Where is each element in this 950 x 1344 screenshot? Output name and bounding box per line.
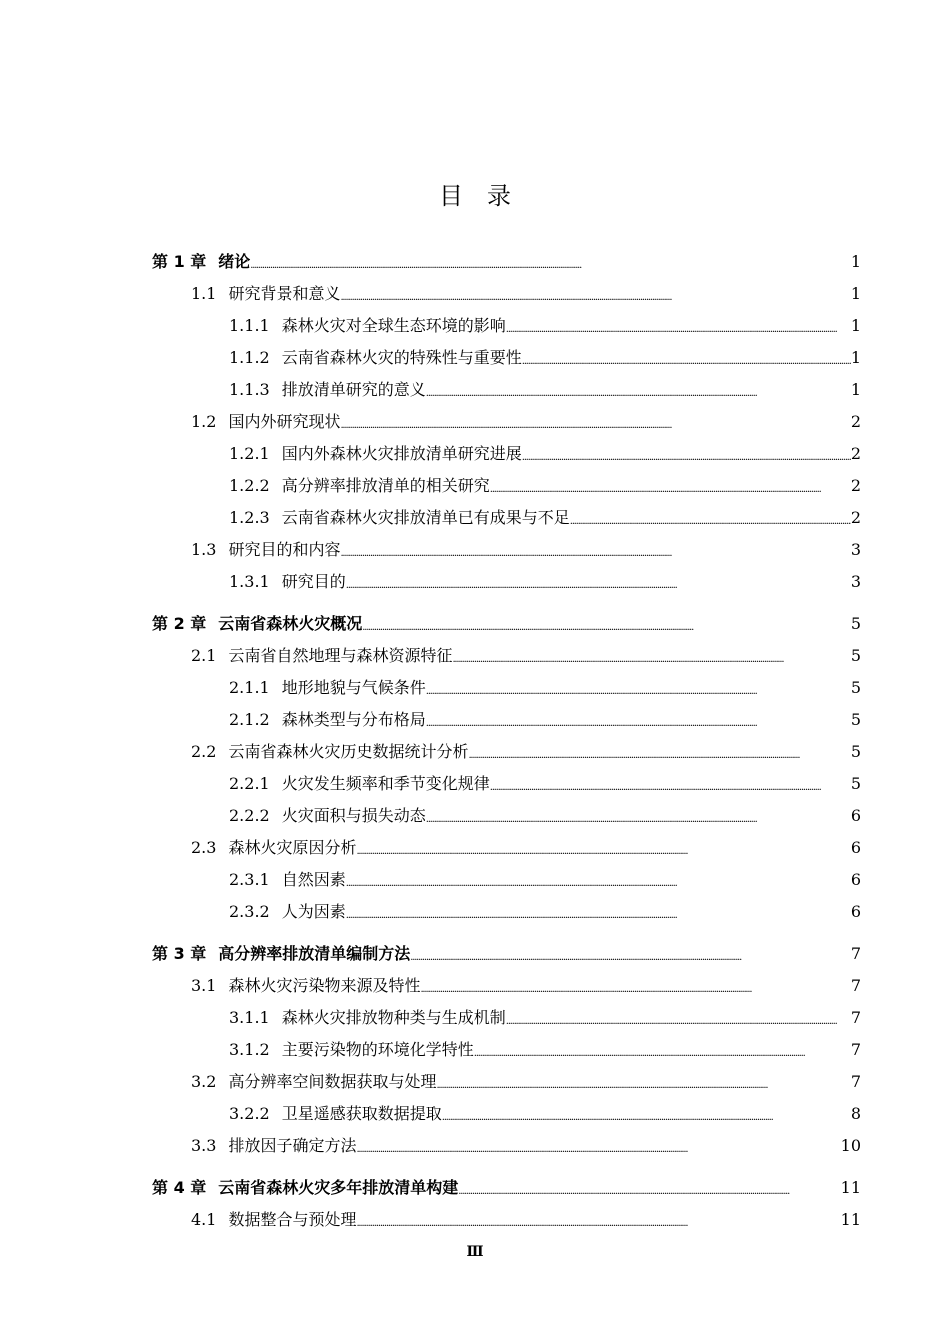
table-of-contents bbox=[152, 246, 861, 1236]
toc-subsection-entry[interactable] bbox=[152, 800, 861, 832]
toc-section-entry[interactable] bbox=[152, 406, 861, 438]
toc-dot-leader bbox=[570, 502, 851, 534]
toc-entry-label bbox=[191, 278, 340, 310]
page-title: 目录 bbox=[439, 182, 535, 210]
toc-entry-label bbox=[229, 768, 490, 800]
toc-dot-leader bbox=[356, 1130, 840, 1162]
toc-dot-leader bbox=[490, 470, 851, 502]
toc-subsection-entry[interactable] bbox=[152, 704, 861, 736]
toc-section-entry[interactable] bbox=[152, 278, 861, 310]
toc-entry-number: 2.3 bbox=[191, 838, 217, 857]
toc-entry-page: 6 bbox=[850, 902, 861, 921]
toc-entry-title: 森林火灾排放物种类与生成机制 bbox=[281, 1008, 506, 1027]
toc-entry-label bbox=[229, 864, 346, 896]
toc-subsection-entry[interactable] bbox=[152, 768, 861, 800]
toc-entry-title: 人为因素 bbox=[281, 902, 346, 921]
toc-entry-title: 排放因子确定方法 bbox=[228, 1136, 357, 1155]
toc-entry-number: 2.2.1 bbox=[229, 774, 270, 793]
page-number-footer: Ⅲ bbox=[466, 1244, 484, 1260]
toc-entry-label bbox=[229, 342, 522, 374]
toc-dot-leader bbox=[522, 438, 851, 470]
toc-subsection-entry[interactable] bbox=[152, 374, 861, 406]
toc-entry-page: 5 bbox=[850, 678, 861, 697]
toc-entry-page: 3 bbox=[850, 540, 861, 559]
toc-entry-number: 2.1 bbox=[191, 646, 217, 665]
toc-entry-number: 2.1.2 bbox=[229, 710, 270, 729]
toc-entry-label bbox=[191, 640, 452, 672]
toc-entry-page: 8 bbox=[850, 1104, 861, 1123]
toc-section-entry[interactable] bbox=[152, 1204, 861, 1236]
toc-subsection-entry[interactable] bbox=[152, 310, 861, 342]
toc-entry-number: 1.3.1 bbox=[229, 572, 270, 591]
toc-dot-leader bbox=[452, 640, 850, 672]
toc-dot-leader bbox=[458, 1172, 840, 1204]
toc-entry-title: 卫星遥感获取数据提取 bbox=[281, 1104, 442, 1123]
toc-entry-number: 4.1 bbox=[191, 1210, 217, 1229]
toc-subsection-entry[interactable] bbox=[152, 342, 861, 374]
toc-entry-page: 11 bbox=[840, 1210, 861, 1229]
toc-entry-number: 3.3 bbox=[191, 1136, 217, 1155]
toc-entry-title: 火灾发生频率和季节变化规律 bbox=[281, 774, 490, 793]
toc-entry-page: 5 bbox=[850, 614, 861, 633]
toc-entry-label bbox=[152, 1172, 458, 1204]
toc-entry-label bbox=[229, 704, 426, 736]
toc-entry-label bbox=[191, 832, 356, 864]
toc-entry-label bbox=[229, 800, 426, 832]
toc-entry-title: 高分辨率排放清单的相关研究 bbox=[281, 476, 490, 495]
toc-entry-page: 7 bbox=[850, 1072, 861, 1091]
toc-dot-leader bbox=[506, 1002, 851, 1034]
toc-entry-page: 6 bbox=[850, 838, 861, 857]
toc-entry-page: 5 bbox=[850, 774, 861, 793]
toc-entry-number: 1.2.1 bbox=[229, 444, 270, 463]
toc-entry-number: 3.1.2 bbox=[229, 1040, 270, 1059]
toc-entry-title: 国内外研究现状 bbox=[228, 412, 341, 431]
toc-dot-leader bbox=[250, 246, 851, 278]
toc-entry-number: 第 3 章 bbox=[152, 944, 207, 963]
toc-entry-page: 5 bbox=[850, 710, 861, 729]
toc-dot-leader bbox=[522, 342, 851, 374]
toc-section-entry[interactable] bbox=[152, 736, 861, 768]
toc-subsection-entry[interactable] bbox=[152, 438, 861, 470]
toc-dot-leader bbox=[474, 1034, 851, 1066]
toc-dot-leader bbox=[506, 310, 851, 342]
toc-entry-label bbox=[152, 608, 362, 640]
toc-entry-page: 2 bbox=[850, 508, 861, 527]
toc-entry-number: 2.1.1 bbox=[229, 678, 270, 697]
toc-entry-number: 1.1.1 bbox=[229, 316, 270, 335]
toc-entry-title: 国内外森林火灾排放清单研究进展 bbox=[281, 444, 522, 463]
toc-dot-leader bbox=[346, 896, 851, 928]
toc-entry-title: 自然因素 bbox=[281, 870, 346, 889]
toc-entry-page: 1 bbox=[850, 316, 861, 335]
toc-entry-title: 研究目的和内容 bbox=[228, 540, 341, 559]
toc-entry-label bbox=[229, 672, 426, 704]
toc-entry-page: 2 bbox=[850, 412, 861, 431]
toc-entry-title: 森林火灾原因分析 bbox=[228, 838, 357, 857]
toc-entry-number: 3.1 bbox=[191, 976, 217, 995]
toc-entry-number: 1.3 bbox=[191, 540, 217, 559]
toc-entry-title: 森林火灾污染物来源及特性 bbox=[228, 976, 421, 995]
toc-entry-number: 2.3.1 bbox=[229, 870, 270, 889]
toc-entry-page: 7 bbox=[850, 1008, 861, 1027]
toc-entry-label bbox=[229, 1034, 474, 1066]
toc-entry-number: 1.2 bbox=[191, 412, 217, 431]
toc-section-entry[interactable] bbox=[152, 534, 861, 566]
toc-entry-page: 1 bbox=[850, 348, 861, 367]
toc-dot-leader bbox=[490, 768, 851, 800]
toc-entry-number: 1.1 bbox=[191, 284, 217, 303]
toc-dot-leader bbox=[426, 672, 851, 704]
toc-entry-number: 3.2.2 bbox=[229, 1104, 270, 1123]
toc-dot-leader bbox=[420, 970, 850, 1002]
toc-subsection-entry[interactable] bbox=[152, 1002, 861, 1034]
toc-entry-label bbox=[191, 406, 340, 438]
toc-entry-label bbox=[152, 938, 410, 970]
toc-entry-page: 5 bbox=[850, 742, 861, 761]
toc-entry-title: 高分辨率排放清单编制方法 bbox=[218, 944, 411, 963]
toc-entry-page: 1 bbox=[850, 252, 861, 271]
toc-entry-page: 10 bbox=[840, 1136, 861, 1155]
toc-entry-title: 高分辨率空间数据获取与处理 bbox=[228, 1072, 437, 1091]
toc-entry-label bbox=[229, 896, 346, 928]
toc-entry-page: 7 bbox=[850, 1040, 861, 1059]
toc-entry-page: 5 bbox=[850, 646, 861, 665]
toc-entry-number: 1.2.3 bbox=[229, 508, 270, 527]
toc-section-entry[interactable] bbox=[152, 640, 861, 672]
toc-chapter-entry[interactable] bbox=[152, 246, 861, 278]
toc-entry-number: 3.1.1 bbox=[229, 1008, 270, 1027]
toc-entry-number: 第 4 章 bbox=[152, 1178, 207, 1197]
toc-entry-page: 3 bbox=[850, 572, 861, 591]
toc-entry-number: 3.2 bbox=[191, 1072, 217, 1091]
toc-entry-page: 1 bbox=[850, 284, 861, 303]
toc-entry-title: 排放清单研究的意义 bbox=[281, 380, 426, 399]
toc-entry-title: 森林类型与分布格局 bbox=[281, 710, 426, 729]
toc-chapter-entry[interactable] bbox=[152, 938, 861, 970]
toc-entry-label bbox=[229, 1098, 442, 1130]
toc-subsection-entry[interactable] bbox=[152, 1098, 861, 1130]
toc-entry-number: 第 2 章 bbox=[152, 614, 207, 633]
toc-dot-leader bbox=[410, 938, 851, 970]
toc-dot-leader bbox=[426, 704, 851, 736]
toc-entry-title: 云南省森林火灾概况 bbox=[218, 614, 363, 633]
toc-entry-number: 第 1 章 bbox=[152, 252, 207, 271]
toc-dot-leader bbox=[426, 800, 851, 832]
toc-entry-title: 研究目的 bbox=[281, 572, 346, 591]
toc-subsection-entry[interactable] bbox=[152, 1034, 861, 1066]
toc-entry-title: 云南省自然地理与森林资源特征 bbox=[228, 646, 453, 665]
toc-chapter-entry[interactable] bbox=[152, 1172, 861, 1204]
toc-entry-title: 云南省森林火灾多年排放清单构建 bbox=[218, 1178, 459, 1197]
toc-dot-leader bbox=[356, 832, 850, 864]
toc-dot-leader bbox=[468, 736, 850, 768]
toc-section-entry[interactable] bbox=[152, 970, 861, 1002]
toc-entry-label bbox=[229, 566, 346, 598]
toc-entry-number: 2.2 bbox=[191, 742, 217, 761]
toc-entry-title: 绪论 bbox=[218, 252, 251, 271]
toc-entry-number: 2.2.2 bbox=[229, 806, 270, 825]
toc-section-entry[interactable] bbox=[152, 1130, 861, 1162]
toc-entry-page: 6 bbox=[850, 806, 861, 825]
toc-entry-page: 1 bbox=[850, 380, 861, 399]
toc-subsection-entry[interactable] bbox=[152, 672, 861, 704]
toc-subsection-entry[interactable] bbox=[152, 864, 861, 896]
toc-entry-label bbox=[191, 970, 420, 1002]
toc-subsection-entry[interactable] bbox=[152, 470, 861, 502]
toc-entry-number: 1.1.3 bbox=[229, 380, 270, 399]
toc-entry-label bbox=[229, 438, 522, 470]
toc-entry-page: 2 bbox=[850, 476, 861, 495]
toc-entry-label bbox=[229, 470, 490, 502]
toc-dot-leader bbox=[346, 566, 851, 598]
toc-entry-page: 6 bbox=[850, 870, 861, 889]
toc-dot-leader bbox=[436, 1066, 850, 1098]
toc-entry-title: 火灾面积与损失动态 bbox=[281, 806, 426, 825]
toc-chapter-entry[interactable] bbox=[152, 608, 861, 640]
toc-entry-number: 2.3.2 bbox=[229, 902, 270, 921]
toc-entry-label bbox=[229, 310, 506, 342]
toc-entry-number: 1.2.2 bbox=[229, 476, 270, 495]
toc-entry-label bbox=[152, 246, 250, 278]
toc-entry-page: 11 bbox=[840, 1178, 861, 1197]
toc-entry-title: 数据整合与预处理 bbox=[228, 1210, 357, 1229]
toc-dot-leader bbox=[442, 1098, 851, 1130]
toc-entry-page: 7 bbox=[850, 976, 861, 995]
toc-dot-leader bbox=[362, 608, 851, 640]
toc-entry-label bbox=[191, 1066, 436, 1098]
toc-entry-label bbox=[191, 736, 468, 768]
toc-entry-label bbox=[191, 534, 340, 566]
toc-dot-leader bbox=[340, 534, 850, 566]
toc-entry-label bbox=[191, 1130, 356, 1162]
toc-dot-leader bbox=[426, 374, 851, 406]
toc-entry-label bbox=[229, 1002, 506, 1034]
toc-entry-page: 2 bbox=[850, 444, 861, 463]
toc-entry-title: 研究背景和意义 bbox=[228, 284, 341, 303]
toc-section-entry[interactable] bbox=[152, 1066, 861, 1098]
toc-section-entry[interactable] bbox=[152, 832, 861, 864]
toc-subsection-entry[interactable] bbox=[152, 502, 861, 534]
toc-entry-title: 云南省森林火灾历史数据统计分析 bbox=[228, 742, 469, 761]
toc-entry-title: 云南省森林火灾排放清单已有成果与不足 bbox=[281, 508, 570, 527]
toc-entry-number: 1.1.2 bbox=[229, 348, 270, 367]
toc-entry-title: 云南省森林火灾的特殊性与重要性 bbox=[281, 348, 522, 367]
toc-subsection-entry[interactable] bbox=[152, 566, 861, 598]
toc-entry-label bbox=[229, 374, 426, 406]
toc-dot-leader bbox=[346, 864, 851, 896]
toc-entry-label bbox=[191, 1204, 356, 1236]
toc-entry-title: 森林火灾对全球生态环境的影响 bbox=[281, 316, 506, 335]
toc-dot-leader bbox=[340, 406, 850, 438]
toc-subsection-entry[interactable] bbox=[152, 896, 861, 928]
toc-entry-label bbox=[229, 502, 570, 534]
toc-dot-leader bbox=[340, 278, 850, 310]
toc-entry-title: 地形地貌与气候条件 bbox=[281, 678, 426, 697]
toc-dot-leader bbox=[356, 1204, 840, 1236]
toc-entry-title: 主要污染物的环境化学特性 bbox=[281, 1040, 474, 1059]
toc-entry-page: 7 bbox=[850, 944, 861, 963]
